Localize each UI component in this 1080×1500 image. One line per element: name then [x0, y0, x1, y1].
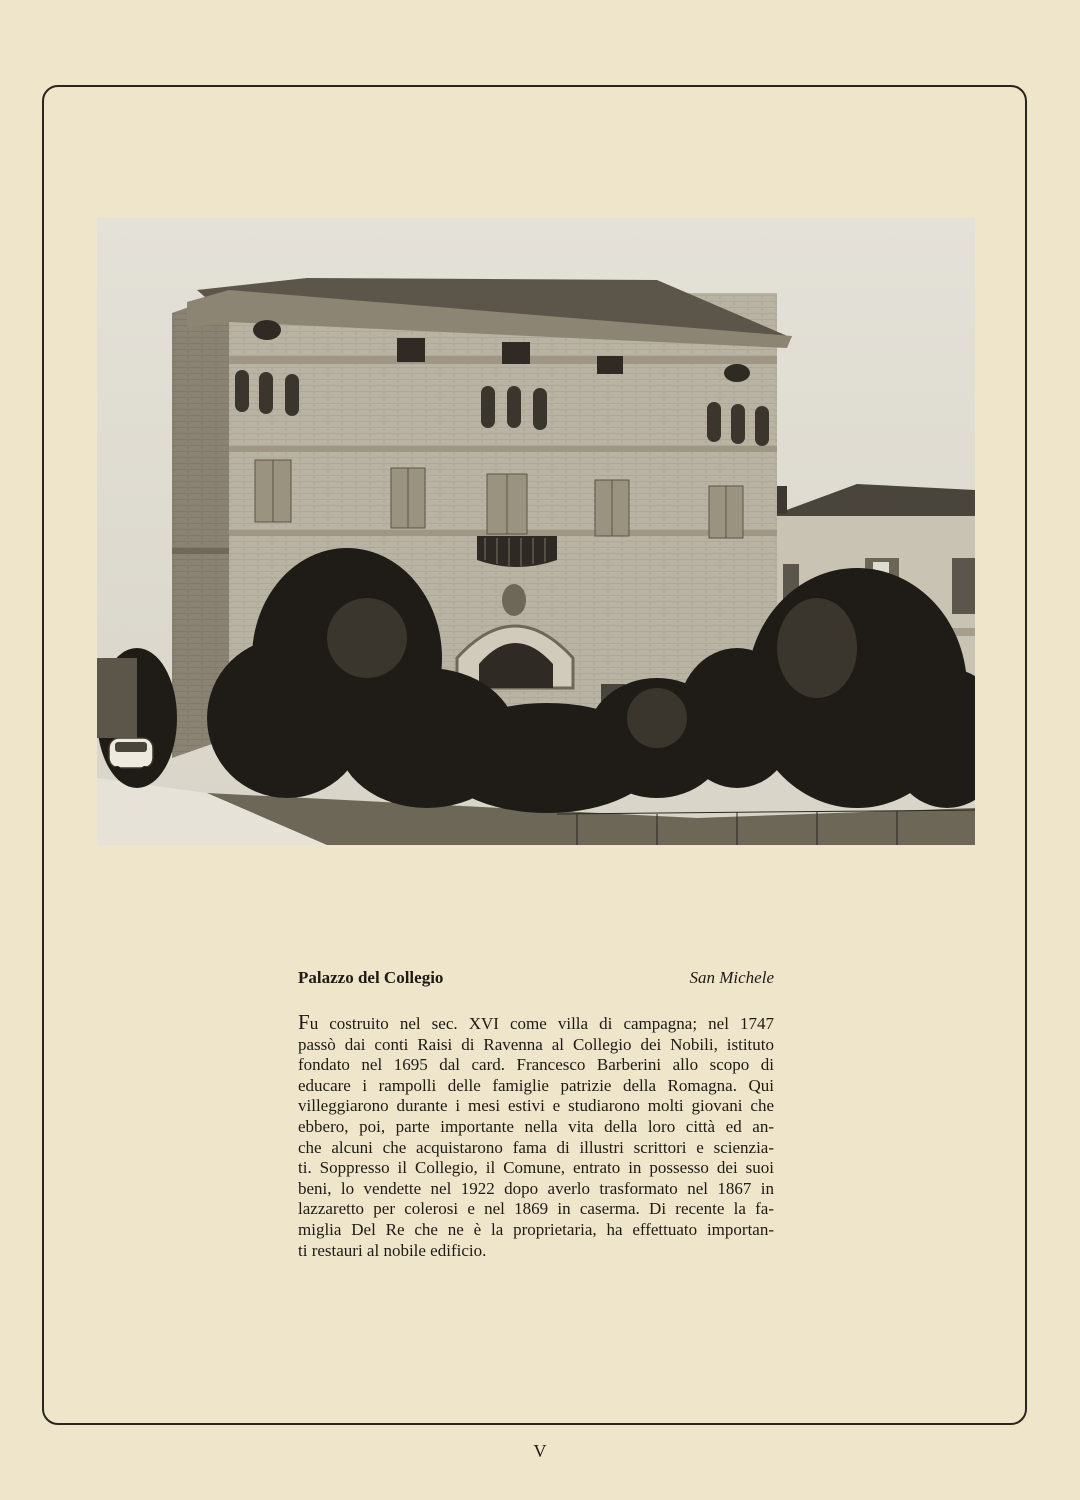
body-line: passò dai conti Raisi di Ravenna al Collegio dei Nobili, istituto	[298, 1034, 774, 1054]
caption-title: Palazzo del Collegio	[298, 968, 444, 987]
body-line: miglia Del Re che ne è la proprietaria, ha effettuato importan-	[298, 1219, 774, 1239]
body-line: lazzaretto per colerosi e nel 1869 in caserma. Di recente la fa-	[298, 1199, 774, 1219]
body-line: ti restauri al nobile edificio.	[298, 1240, 487, 1260]
body-line: beni, lo vendette nel 1922 dopo averlo trasformato nel 1867 in	[298, 1178, 774, 1198]
body-line	[298, 1012, 774, 1035]
body-line: ebbero, poi, parte importante nella vita della loro città ed an-	[298, 1116, 774, 1136]
body-line: ti. Soppresso il Collegio, il Comune, entrato in possesso dei suoi	[298, 1158, 774, 1178]
body-line-first: u costruito nel sec. XVI come villa di campagna; nel 1747	[309, 1014, 774, 1033]
caption-row	[298, 968, 774, 996]
drop-capital: F	[298, 1010, 310, 1034]
body-line: fondato nel 1695 dal card. Francesco Barberini allo scopo di	[298, 1055, 774, 1075]
body-line: che alcuni che acquistarono fama di illustri scrittori e scienzia-	[298, 1137, 774, 1157]
page-number: V	[533, 1441, 547, 1461]
body-line: educare i rampolli delle famiglie patrizie della Romagna. Qui	[298, 1075, 774, 1095]
palazzo-photo-illustration	[97, 218, 975, 845]
body-line: villeggiarono durante i mesi estivi e studiarono molti giovani che	[298, 1096, 774, 1116]
caption-place: San Michele	[689, 968, 774, 987]
body-paragraph	[298, 1012, 774, 1261]
building-photo	[97, 218, 975, 845]
